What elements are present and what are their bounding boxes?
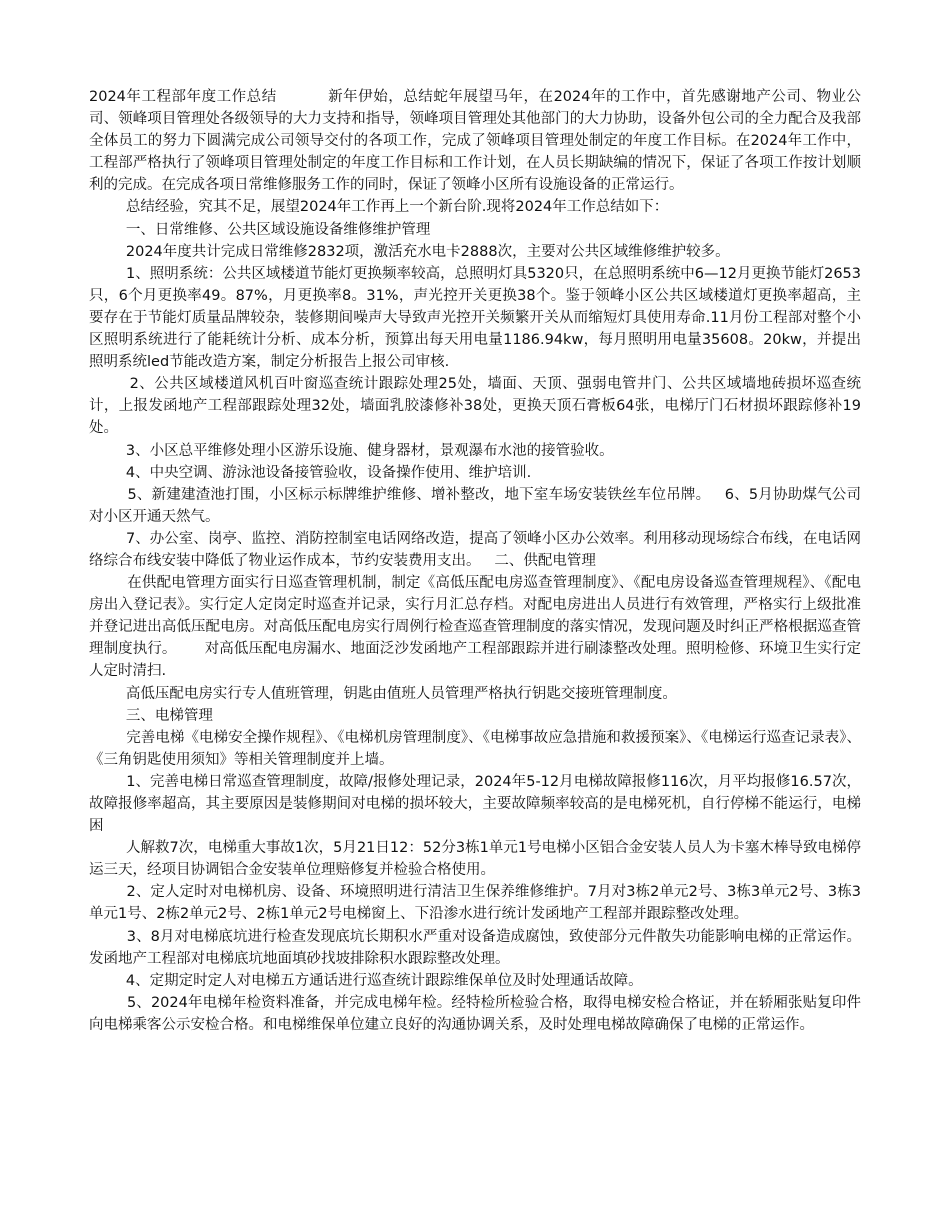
section-heading-maintenance: 一、日常维修、公共区域设施设备维修维护管理 [89, 221, 431, 238]
paragraph-facilities: 3、小区总平维修处理小区游乐设施、健身器材，景观瀑布水池的接管验收。 [89, 442, 614, 459]
paragraph-elevator-cleaning: 2、定人定时对电梯机房、设备、环境照明进行清洁卫生保养维修维护。7月对3栋2单元2号、3栋3单元2号、3栋3单元1号、2栋2单元2号、2栋1单元2号电梯窗上、下沿渗水进行统计发函地产工程部并跟踪整改处理。 [89, 884, 862, 923]
paragraph-public-area: 2、公共区域楼道风机百叶窗巡查统计跟踪处理25处，墙面、天顶、强弱电管井门、公共区域墙地砖损坏巡查统计，上报发函地产工程部跟踪处理32处，墙面乳胶漆修补38处，更换天顶石膏板64张，电梯厅门石材损坏跟踪修补19处。 [89, 376, 862, 437]
paragraph-elevator-inspection: 5、2024年电梯年检资料准备，并完成电梯年检。经特检所检验合格，取得电梯安检合格证，并在轿厢张贴复印件向电梯乘客公示安检合格。和电梯维保单位建立良好的沟通协调关系，及时处理电梯故障确保了电梯的正常运作。 [89, 994, 862, 1033]
paragraph-power-management: 在供配电管理方面实行日巡查管理机制，制定《高低压配电房巡查管理制度》、《配电房设备巡查管理规程》、《配电房出入登记表》。实行定人定岗定时巡查并记录，实行月汇总存档。对配电房进出人员进行有效管理，严格实行上级批准并登记进出高低压配电房。对高低压配电房实行周例行检查巡查管理制度的落实情况，发现问题及时纠正严格根据巡查管理制度执行。 对高低压配电房漏水、地面泛沙发函地产工程部跟踪并进行刷漆整改处理。照明检修、环境卫生实行定人定时清扫. [89, 575, 861, 680]
paragraph-lighting: 1、照明系统：公共区域楼道节能灯更换频率较高，总照明灯具5320只，在总照明系统中6—12月更换节能灯2653只，6个月更换率49。87%，月更换率8。31%，声光控开关更换38个。鉴于领峰小区公共区域楼道灯更换率超高，主要存在于节能灯质量品牌较杂，装修期间噪声大导致声光控开关频繁开关从而缩短灯具使用寿命.11月份工程部对整个小区照明系统进行了能耗统计分析、成本分析，预算出每天用电量1186.94kw，每月照明用电量35608。20kw，并提出照明系统led节能改造方案，制定分析报告上报公司审核. [89, 265, 861, 371]
paragraph-elevator-pit: 3、8月对电梯底坑进行检查发现底坑长期积水严重对设备造成腐蚀，致使部分元件散失功能影响电梯的正常运作。发函地产工程部对电梯底坑地面填砂找坡排除积水跟踪整改处理。 [89, 928, 862, 967]
paragraph-signage-gas: 5、新建建渣池打围，小区标示标牌维护维修、增补整改，地下室车场安装铁丝车位吊牌。 6、5月协助煤气公司对小区开通天然气。 [89, 486, 862, 525]
paragraph-elevator-intercom: 4、定期定时定人对电梯五方通话进行巡查统计跟踪维保单位及时处理通话故障。 [89, 972, 643, 989]
paragraph-elevator-rescue: 人解救7次，电梯重大事故1次，5月21日12：52分3栋1单元1号电梯小区铝合金安装人员人为卡塞木棒导致电梯停运三天，经项目协调铝合金安装单位理赔修复并检验合格使用。 [89, 840, 861, 879]
paragraph-maintenance-total: 2024年度共计完成日常维修2832项，激活充水电卡2888次，主要对公共区域维修维护较多。 [89, 243, 730, 260]
document-body [89, 86, 861, 1036]
paragraph-hvac-pool: 4、中央空调、游泳池设备接管验收，设备操作使用、维护培训. [89, 464, 532, 481]
paragraph-elevator-faults: 1、完善电梯日常巡查管理制度，故障/报修处理记录，2024年5-12月电梯故障报修116次，月平均报修16.57次，故障报修率超高，其主要原因是装修期间对电梯的损坏较大，主要故障频率较高的是电梯死机，自行停梯不能运行，电梯困 [89, 773, 862, 835]
paragraph-network: 7、办公室、岗亭、监控、消防控制室电话网络改造，提高了领峰小区办公效率。利用移动现场综合布线，在电话网络综合布线安装中降低了物业运作成本，节约安装费用支出。 二、供配电管理 [89, 530, 861, 569]
paragraph-power-duty: 高低压配电房实行专人值班管理，钥匙由值班人员管理严格执行钥匙交接班管理制度。 [89, 685, 677, 702]
paragraph-summary: 总结经验，究其不足，展望2024年工作再上一个新台阶.现将2024年工作总结如下： [89, 199, 669, 216]
paragraph-elevator-rules: 完善电梯《电梯安全操作规程》、《电梯机房管理制度》、《电梯事故应急措施和救援预案》、《电梯运行巡查记录表》、《三角钥匙使用须知》等相关管理制度并上墙。 [89, 729, 861, 768]
section-heading-elevator: 三、电梯管理 [89, 707, 213, 724]
paragraph-intro: 2024年工程部年度工作总结 新年伊始，总结蛇年展望马年，在2024年的工作中，首先感谢地产公司、物业公司、领峰项目管理处各级领导的大力支持和指导，领峰项目管理处其他部门的大力协助，设备外包公司的全力配合及我部全体员工的努力下圆满完成公司领导交付的各项工作，完成了领峰项目管理处制定的年度工作目标。在2024年工作中，工程部严格执行了领峰项目管理处制定的年度工作目标和工作计划，在人员长期缺编的情况下，保证了各项工作按计划顺利的完成。在完成各项日常维修服务工作的同时，保证了领峰小区所有设施设备的正常运行。 [89, 89, 861, 194]
